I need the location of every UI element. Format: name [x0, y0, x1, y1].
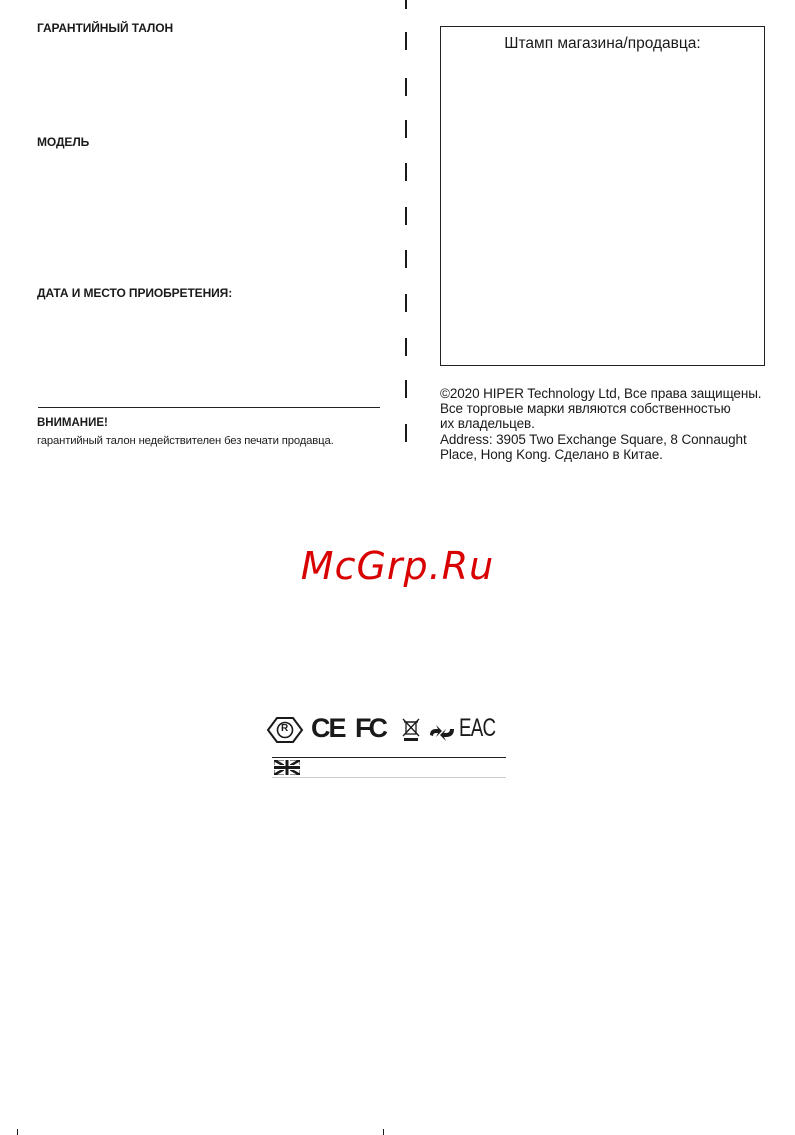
language-bar-top [272, 757, 506, 758]
language-bar-bottom [272, 777, 506, 778]
legal-line: Address: 3905 Two Exchange Square, 8 Connaught [440, 431, 747, 447]
recycle-icon [428, 721, 456, 743]
ce-mark-icon: CE [311, 713, 345, 743]
purchase-label: ДАТА И МЕСТО ПРИОБРЕТЕНИЯ: [37, 286, 233, 300]
bottom-tick-left [17, 1129, 18, 1135]
r-mark-letter: R [281, 723, 289, 734]
fcc-mark-icon: FC [355, 713, 385, 743]
warranty-title: ГАРАНТИЙНЫЙ ТАЛОН [37, 21, 174, 35]
legal-line: Все торговые марки являются собственностью [440, 401, 731, 417]
bottom-tick-right [383, 1129, 384, 1135]
model-label: МОДЕЛЬ [37, 135, 90, 149]
stamp-box [440, 26, 765, 366]
legal-line: ©2020 HIPER Technology Ltd, Все права защищены. [440, 386, 762, 401]
warning-text: гарантийный талон недействителен без печати продавца. [37, 435, 334, 447]
legal-line: их владельцев. [440, 416, 535, 432]
eac-mark-icon: EAC [459, 714, 496, 742]
uk-flag-icon [274, 760, 300, 775]
r-mark-icon [265, 713, 305, 747]
signature-line [38, 407, 380, 408]
legal-line: Place, Hong Kong. Сделано в Китае. [440, 446, 663, 462]
watermark: McGrp.Ru [300, 544, 495, 588]
weee-bin-icon [402, 717, 420, 743]
warning-title: ВНИМАНИЕ! [37, 417, 108, 429]
certification-marks [265, 713, 505, 747]
stamp-title: Штамп магазина/продавца: [504, 35, 701, 52]
legal-text [440, 386, 785, 462]
